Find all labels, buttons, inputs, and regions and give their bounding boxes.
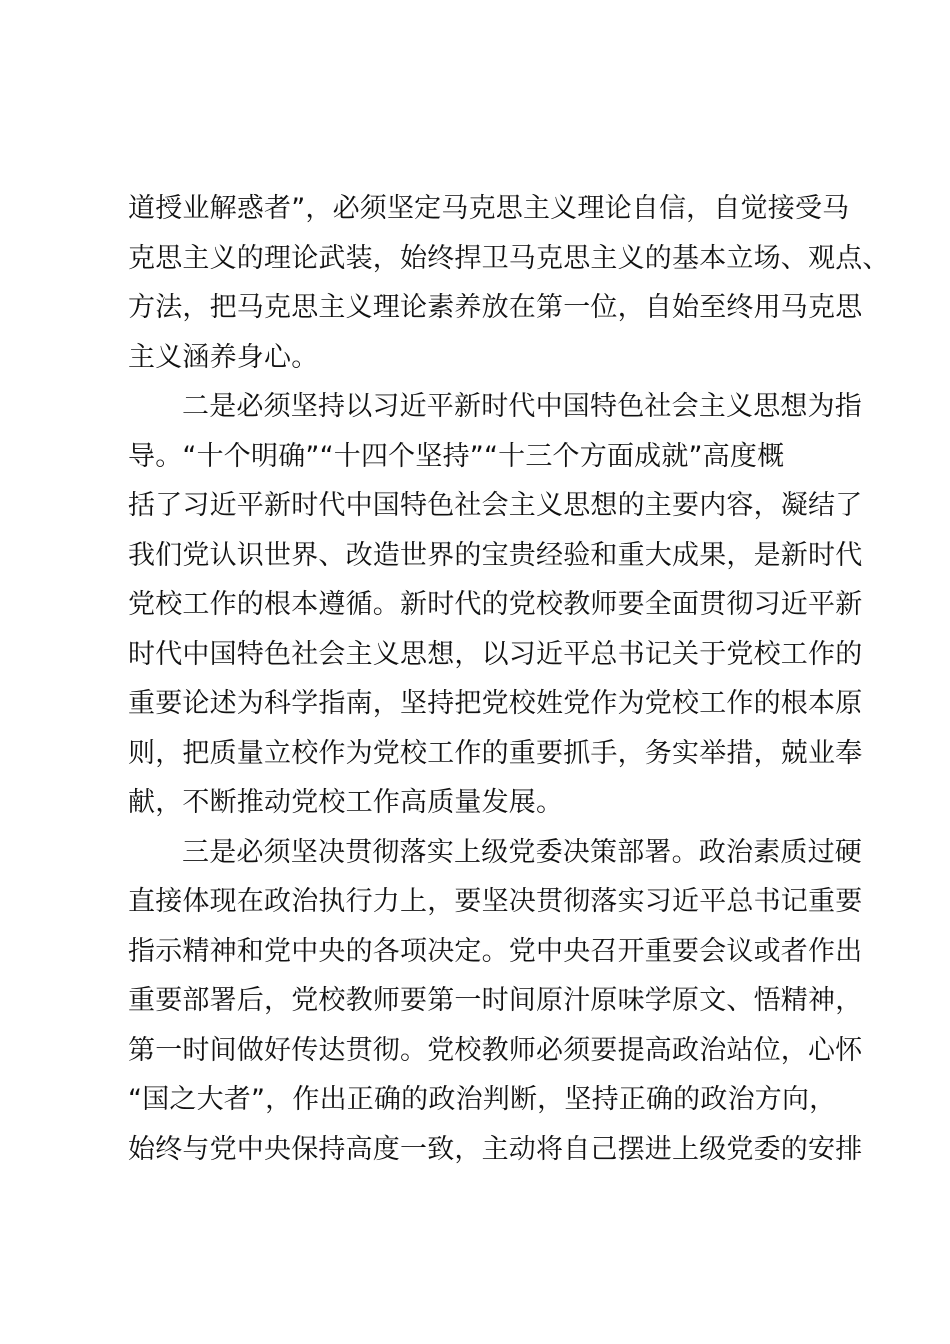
paragraph-2-first-line: 二是必须坚持以习近平新时代中国特色社会主义思想为指 — [182, 391, 862, 422]
text-line-19: “国之大者”，作出正确的政治判断，坚持正确的政治方向， — [128, 1084, 837, 1115]
text-line-11: 重要论述为科学指南，坚持把党校姓党作为党校工作的根本原 — [128, 688, 863, 719]
text-line-6: 导。“十个明确”“十四个坚持”“十三个方面成就”高度概 — [128, 440, 785, 472]
text-line-15: 直接体现在政治执行力上，要坚决贯彻落实习近平总书记重要 — [128, 886, 863, 917]
text-line-2: 克思主义的理论武装，始终捍卫马克思主义的基本立场、观点、 — [128, 242, 890, 274]
text-line-1: 道授业解惑者”，必须坚定马克思主义理论自信，自觉接受马 — [128, 193, 850, 224]
text-line-4: 主义涵养身心。 — [128, 341, 319, 373]
text-line-9: 党校工作的根本遵循。新时代的党校教师要全面贯彻习近平新 — [128, 589, 863, 620]
text-line-12: 则，把质量立校作为党校工作的重要抓手，务实举措，兢业奉 — [128, 737, 863, 769]
body-text — [128, 184, 890, 1174]
text-line-13: 献，不断推动党校工作高质量发展。 — [128, 787, 564, 818]
text-line-17: 重要部署后，党校教师要第一时间原汁原味学原文、悟精神， — [128, 985, 863, 1016]
text-line-10: 时代中国特色社会主义思想，以习近平总书记关于党校工作的 — [128, 638, 863, 670]
paragraph-3-first-line: 三是必须坚决贯彻落实上级党委决策部署。政治素质过硬 — [182, 836, 862, 868]
text-line-7: 括了习近平新时代中国特色社会主义思想的主要内容，凝结了 — [128, 490, 863, 521]
text-line-20: 始终与党中央保持高度一致，主动将自己摆进上级党委的安排 — [128, 1133, 863, 1165]
text-line-16: 指示精神和党中央的各项决定。党中央召开重要会议或者作出 — [128, 935, 863, 967]
text-line-3: 方法，把马克思主义理论素养放在第一位，自始至终用马克思 — [128, 292, 863, 323]
text-line-8: 我们党认识世界、改造世界的宝贵经验和重大成果，是新时代 — [128, 539, 863, 571]
text-line-18: 第一时间做好传达贯彻。党校教师必须要提高政治站位，心怀 — [128, 1034, 863, 1066]
